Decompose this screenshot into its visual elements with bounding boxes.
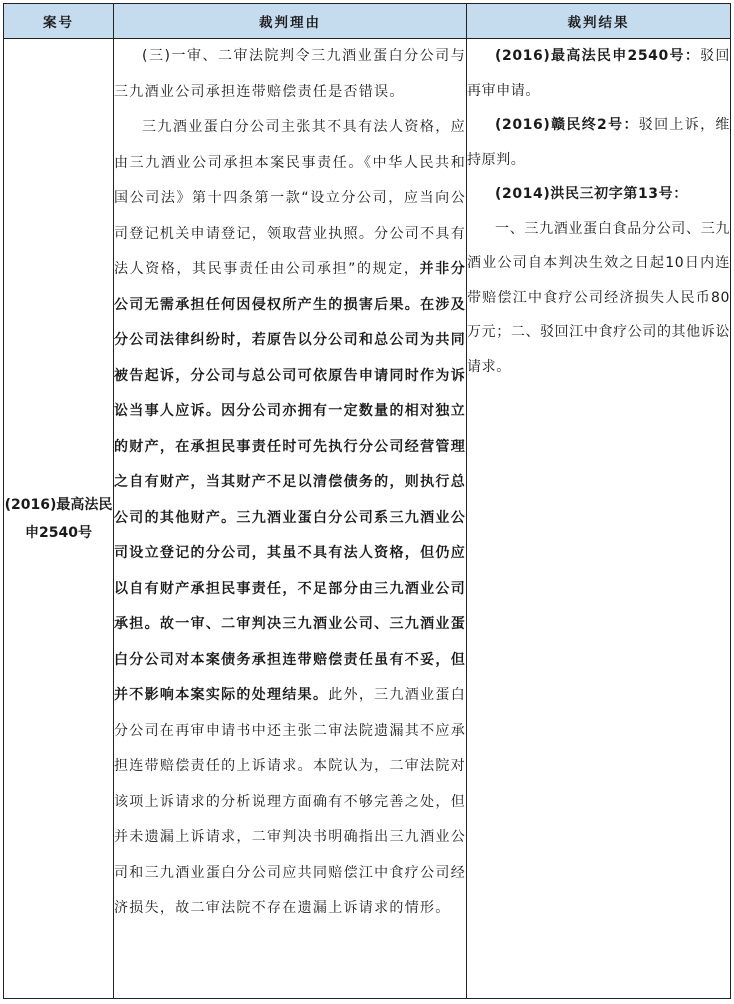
result-case-2: (2016)赣民终2号：: [495, 117, 639, 133]
table-row: [4, 39, 731, 999]
result-text-2: 驳回上诉，维持原判。: [467, 117, 731, 168]
result-cell: [467, 39, 731, 999]
header-result: 裁判结果: [467, 4, 731, 39]
result-text-1: 驳回再审申请。: [467, 48, 730, 99]
header-case-no: 案号: [4, 4, 114, 39]
result-case-1: (2016)最高法民申2540号：: [495, 48, 701, 64]
reason-paragraph-1: (三)一审、二审法院判令三九酒业蛋白分公司与三九酒业公司承担连带赔偿责任是否错误。: [114, 48, 466, 100]
reason-tail-text: 此外，三九酒业蛋白分公司在再审申请书中还主张二审法院遗漏其不应承担连带赔偿责任的上诉请求。本院认为，二审法院对该项上诉请求的分析说理方面确有不够完善之处，但并未遗漏上诉请求，二审判决书明确指出三九酒业公司和三九酒业蛋白分公司应共同赔偿江中食疗公司经济损失，故二审法院不存在遗漏上诉请求的情形。: [114, 687, 466, 916]
result-item-3: 一、三九酒业蛋白食品分公司、三九酒业公司自本判决生效之日起10日内连带赔偿江中食疗公司经济损失人民币80万元；二、驳回江中食疗公司的其他诉讼请求。: [467, 220, 730, 375]
reason-cell: [114, 39, 467, 999]
result-item-3-heading: [467, 177, 730, 212]
case-table: [3, 3, 731, 999]
reason-paragraph-2: [114, 110, 466, 927]
case-number-cell: (2016)最高法民申2540号: [4, 39, 114, 999]
reason-bold-text: 并非分公司无需承担任何因侵权所产生的损害后果。在涉及分公司法律纠纷时，若原告以分公司和总公司为共同被告起诉，分公司与总公司可依原告申请同时作为诉讼当事人应诉。因分公司亦拥有一定数量的相对独立的财产，在承担民事责任时可先执行分公司经营管理之自有财产，当其财产不足以清偿债务的，则执行总公司的其他财产。三九酒业蛋白分公司系三九酒业公司设立登记的分公司，其虽不具有法人资格，但仍应以自有财产承担民事责任，不足部分由三九酒业公司承担。故一审、二审判决三九酒业公司、三九酒业蛋白分公司对本案债务承担连带赔偿责任虽有不妥，但并不影响本案实际的处理结果。: [114, 261, 466, 703]
header-reason: 裁判理由: [114, 4, 467, 39]
header-row: [4, 4, 731, 39]
reason-text: 三九酒业蛋白分公司主张其不具有法人资格，应由三九酒业公司承担本案民事责任。《中华人民共和国公司法》第十四条第一款“设立分公司，应当向公司登记机关申请登记，领取营业执照。分公司不具有法人资格，其民事责任由公司承担”的规定，: [114, 119, 466, 277]
result-item-1: [467, 39, 730, 108]
result-case-3: (2014)洪民三初字第13号：: [495, 186, 688, 202]
result-item-2: [467, 108, 730, 177]
